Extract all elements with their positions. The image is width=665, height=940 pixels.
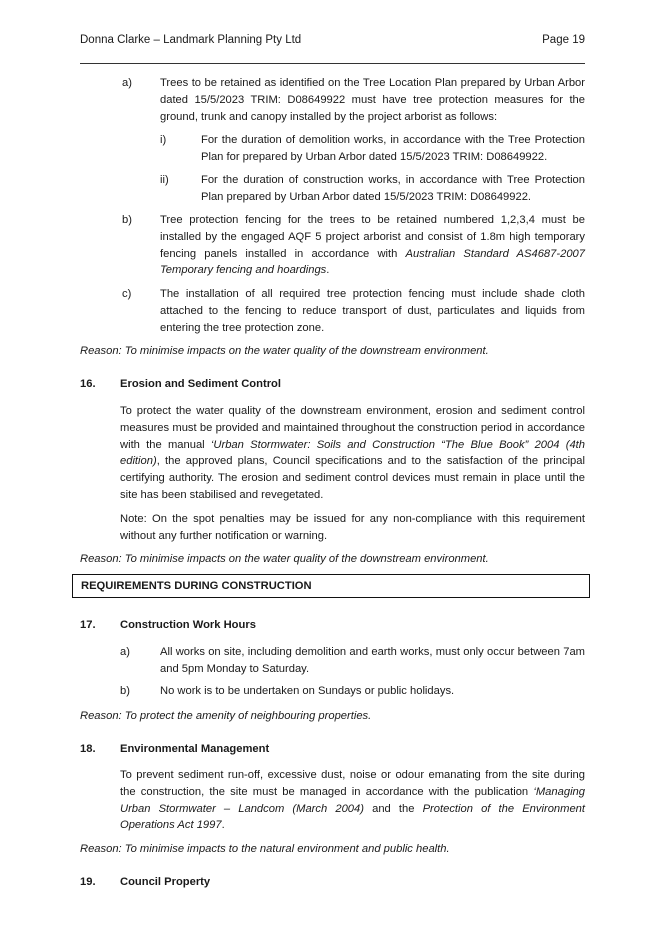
item-marker: a)	[120, 646, 130, 658]
item-marker: a)	[122, 77, 132, 89]
section-number: 19.	[80, 876, 96, 888]
section-number: 17.	[80, 619, 96, 631]
banner-label: REQUIREMENTS DURING CONSTRUCTION	[81, 580, 312, 592]
header-rule	[80, 63, 585, 64]
section-16-paragraph: To protect the water quality of the downstream environment, erosion and sediment control measures must be provided and maintained throughout the construction period in accordance with the manual ‘Urban Stormwater: Soils and Construction “The Blue Book” 2004 (4th edition), the approved plans, Council specifications and to the satisfaction of the principal certifying authority. The erosion and sediment control devices must remain in place until the site has been stabilised and revegetated.	[120, 405, 585, 501]
section-title: Council Property	[120, 876, 211, 888]
manual-reference: ‘Urban Stormwater: Soils and Construction “The Blue Book” 2004 (4th edition)	[120, 438, 585, 468]
reason-text: Reason: To protect the amenity of neighbouring properties.	[80, 710, 372, 722]
header-author: Donna Clarke – Landmark Planning Pty Ltd	[80, 34, 302, 46]
reason-text: Reason: To minimise impacts on the water quality of the downstream environment.	[80, 553, 489, 565]
section-title: Construction Work Hours	[120, 619, 256, 631]
requirements-banner	[72, 574, 590, 598]
subitem-marker: ii)	[160, 174, 169, 186]
section-17-item-a: All works on site, including demolition and earth works, must only occur between 7am and 5pm Monday to Saturday.	[160, 646, 585, 675]
item-marker: b)	[120, 685, 130, 697]
section-title: Erosion and Sediment Control	[120, 378, 281, 390]
section-18-paragraph: To prevent sediment run-off, excessive dust, noise or odour emanating from the site during the construction, the site must be managed in accordance with the publication ‘Managing Urban Stormwater – Landcom (March 2004) and the Protection of the Environment Operations Act 1997.	[120, 769, 586, 832]
section-17-item-b: No work is to be undertaken on Sundays or public holidays.	[160, 685, 455, 697]
item-a-ii-text: For the duration of construction works, in accordance with Tree Protection Plan prepared by Urban Arbor dated 15/5/2023 TRIM: D08649922.	[201, 174, 585, 203]
item-marker: b)	[122, 214, 132, 226]
reason-text: Reason: To minimise impacts to the natural environment and public health.	[80, 843, 450, 855]
subitem-marker: i)	[160, 134, 167, 146]
item-marker: c)	[122, 288, 132, 300]
publication-reference: ‘Managing Urban Stormwater – Landcom (March 2004)	[120, 785, 585, 815]
act-reference: Protection of the Environment Operations Act 1997	[120, 802, 586, 832]
reason-text: Reason: To minimise impacts on the water quality of the downstream environment.	[80, 345, 489, 357]
section-number: 16.	[80, 378, 96, 390]
section-number: 18.	[80, 743, 96, 755]
item-a-text: Trees to be retained as identified on the Tree Location Plan prepared by Urban Arbor dated 15/5/2023 TRIM: D08649922 must have tree protection measures for the ground, trunk and canopy installed by the project arborist as follows:	[160, 77, 585, 123]
section-title: Environmental Management	[120, 743, 270, 755]
section-16-note: Note: On the spot penalties may be issued for any non-compliance with this requirement without any further notification or warning.	[120, 513, 585, 542]
standard-reference: Australian Standard AS4687-2007 Temporary fencing and hoardings	[160, 247, 585, 277]
item-a-i-text: For the duration of demolition works, in accordance with the Tree Protection Plan for prepared by Urban Arbor dated 15/5/2023 TRIM: D08649922.	[201, 134, 585, 163]
page-header	[80, 32, 585, 49]
item-b-text: Tree protection fencing for the trees to be retained numbered 1,2,3,4 must be installed by the engaged AQF 5 project arborist and consist of 1.8m high temporary fencing panels installed in accordance with Australian Standard AS4687-2007 Temporary fencing and hoardings.	[160, 214, 585, 277]
page-number: Page 19	[542, 34, 585, 46]
item-c-text: The installation of all required tree protection fencing must include shade cloth attached to the fencing to reduce transport of dust, particulates and liquids from entering the tree protection zone.	[160, 288, 585, 334]
